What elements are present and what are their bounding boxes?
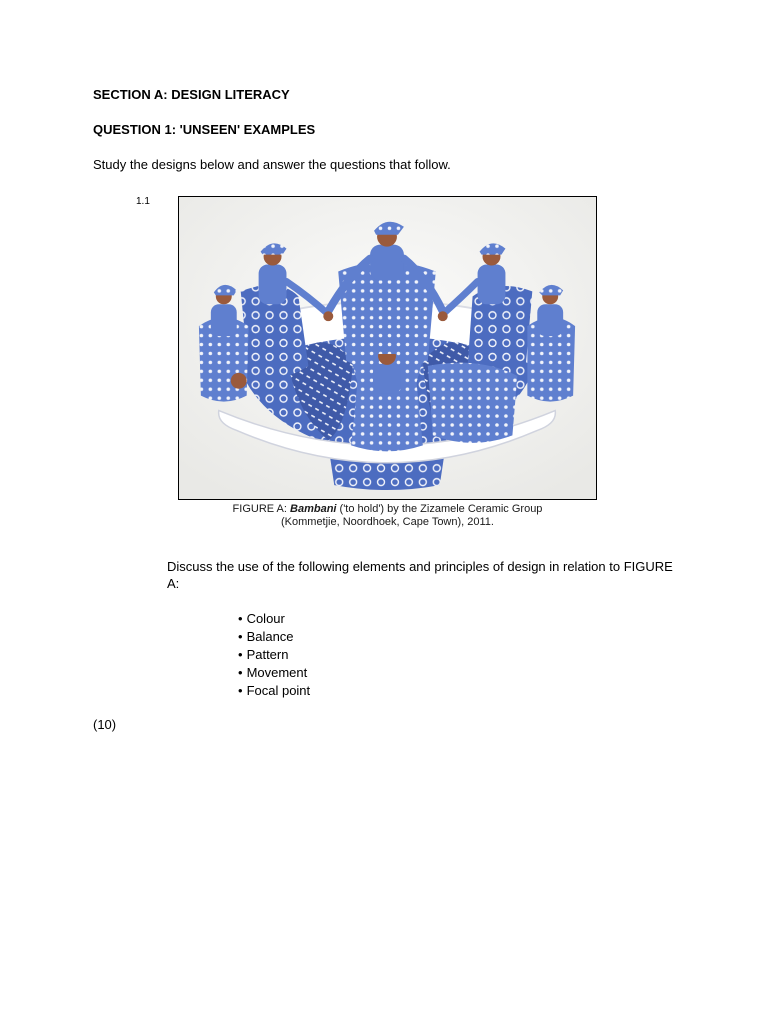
design-elements-list (238, 610, 310, 700)
list-item: • Colour (238, 610, 310, 628)
list-item: • Focal point (238, 682, 310, 700)
discuss-instruction: Discuss the use of the following elements and principles of design in relation to FIGURE A: (167, 559, 673, 591)
caption-rest: ('to hold') by the Zizamele Ceramic Group (336, 503, 543, 515)
question-intro: Study the designs below and answer the questions that follow. (93, 157, 451, 172)
list-item: • Movement (238, 664, 310, 682)
marks-allocation: (10) (93, 717, 117, 732)
section-title: SECTION A: DESIGN LITERACY (93, 87, 290, 102)
caption-line-2: (Kommetjie, Noordhoek, Cape Town), 2011. (281, 516, 494, 528)
list-item: • Balance (238, 628, 310, 646)
list-item: • Pattern (238, 646, 310, 664)
ceramic-bowl-illustration (179, 197, 596, 499)
question-title: QUESTION 1: 'UNSEEN' EXAMPLES (93, 122, 316, 137)
question-number: 1.1 (136, 196, 150, 207)
figure-a-photo (178, 196, 597, 500)
caption-title: Bambani (290, 503, 337, 515)
figure-caption (178, 503, 597, 529)
caption-prefix: FIGURE A: (232, 503, 291, 515)
